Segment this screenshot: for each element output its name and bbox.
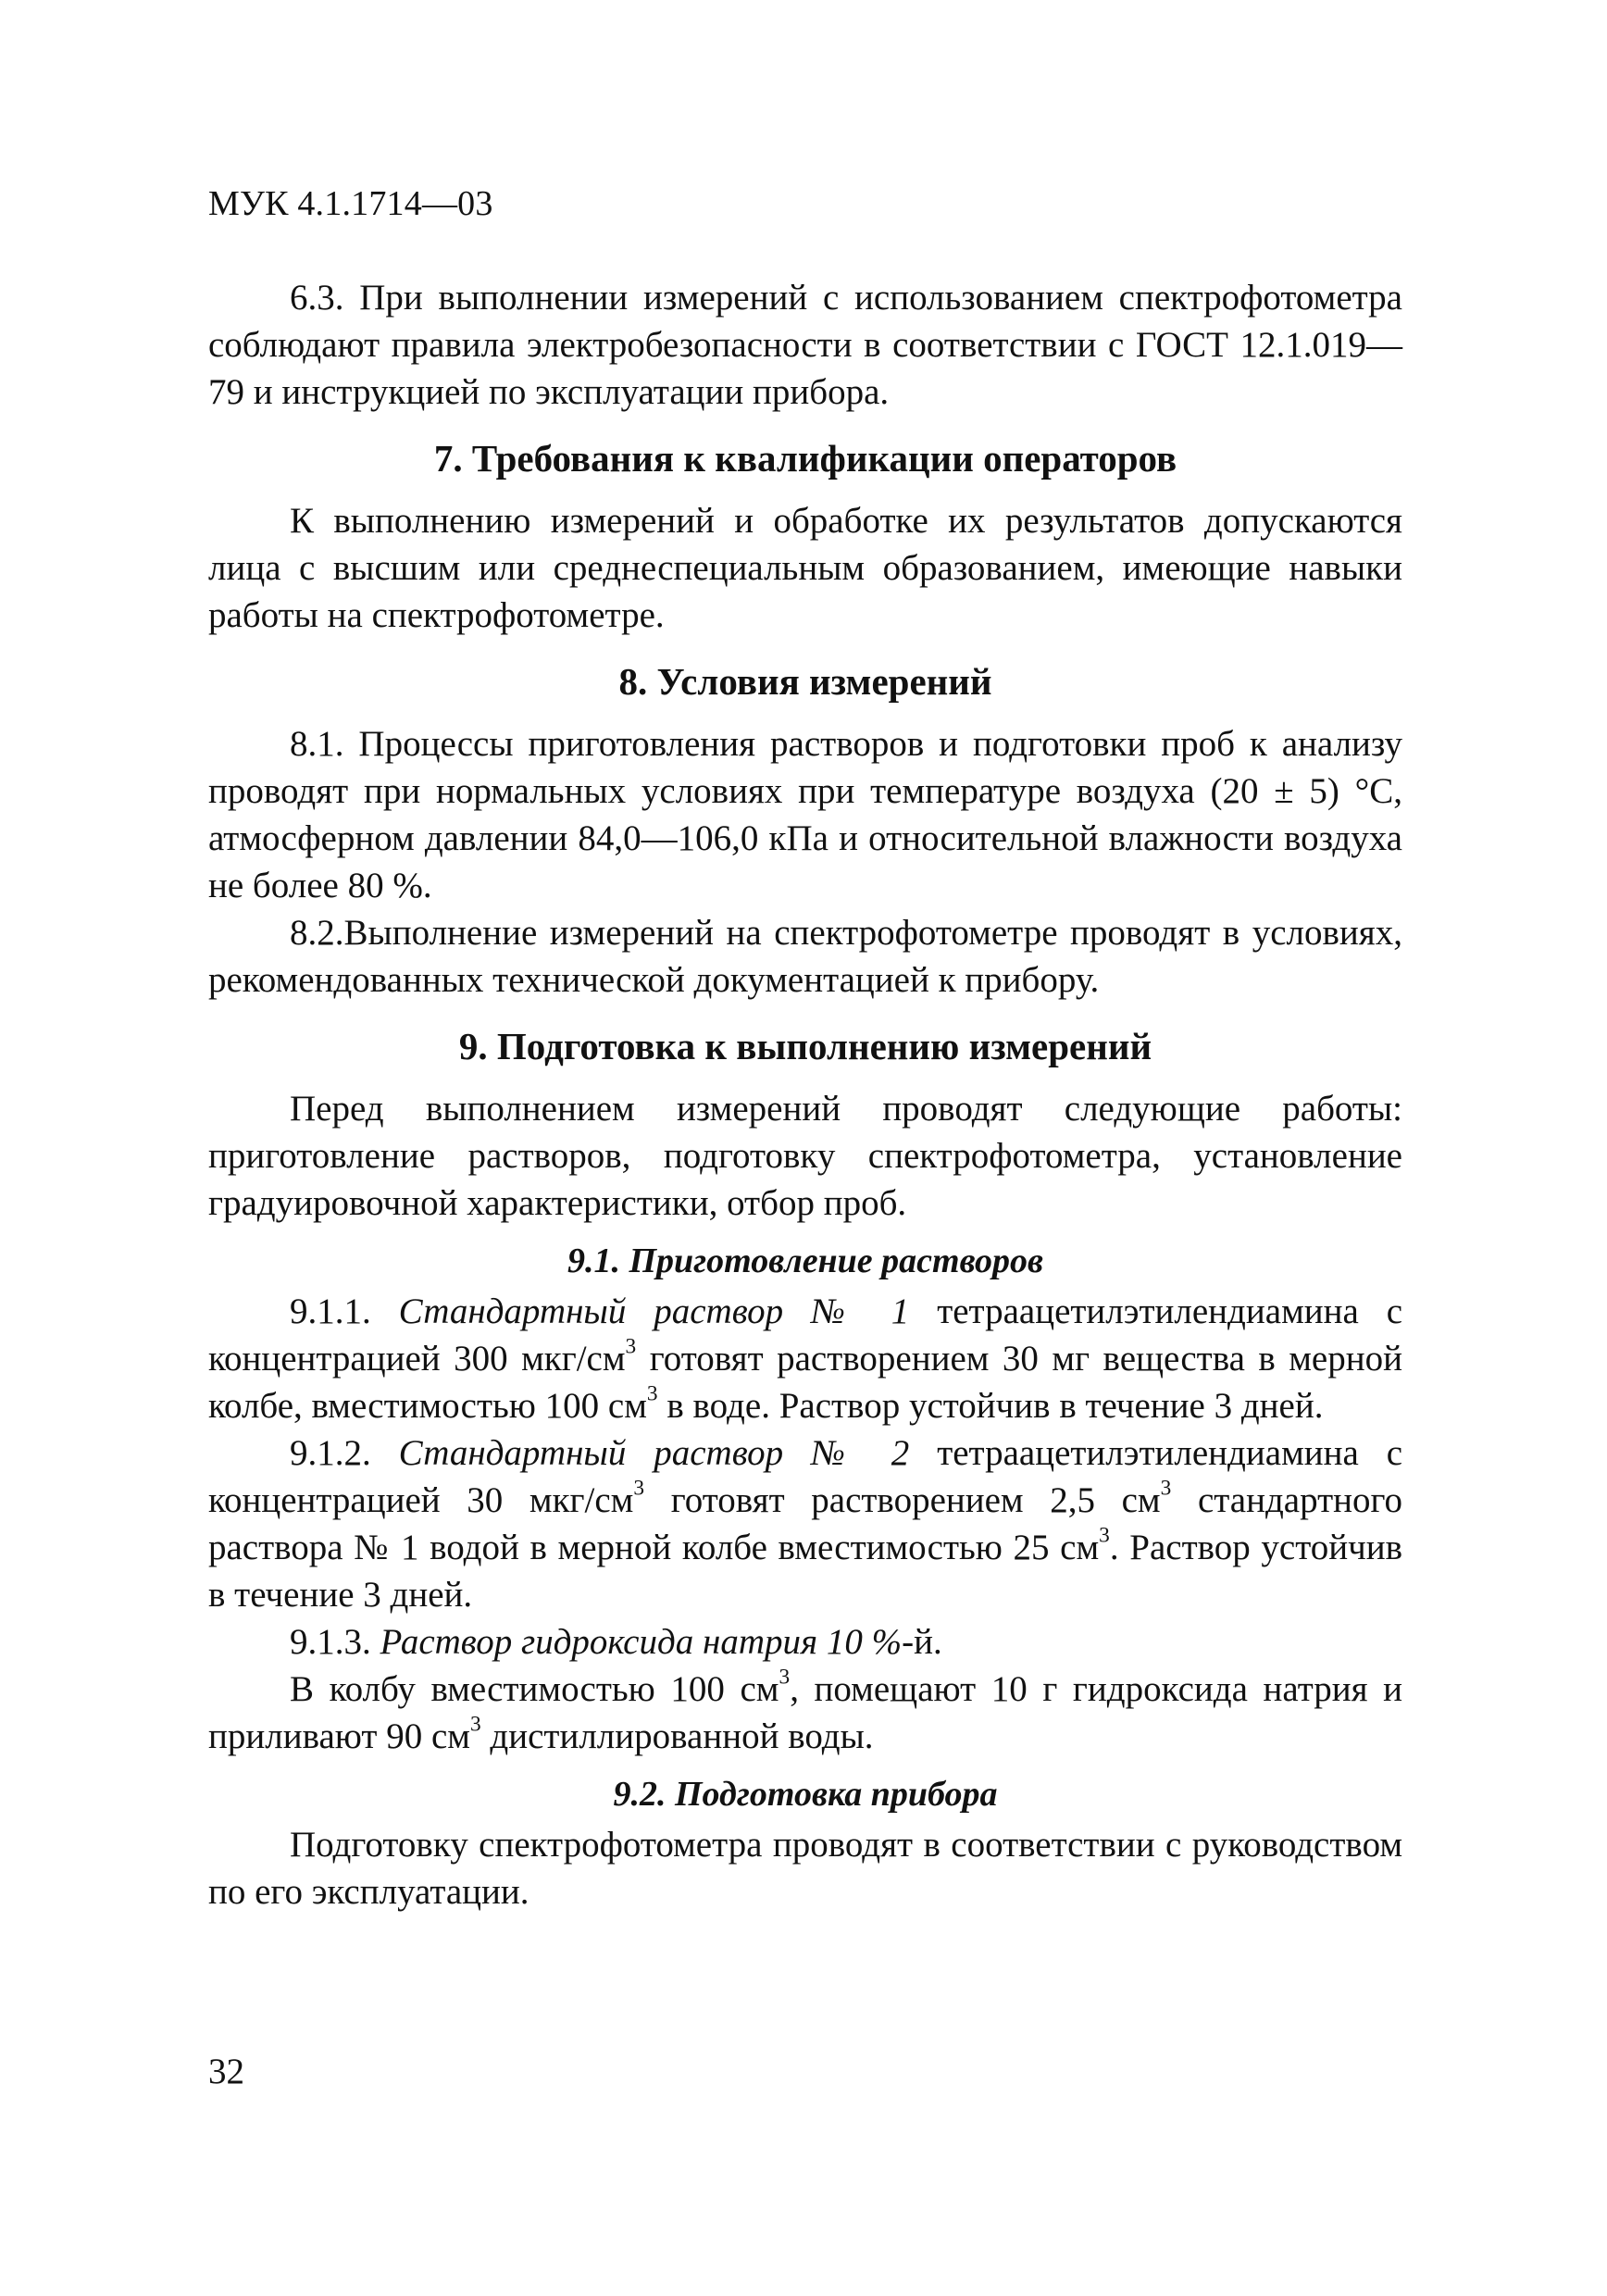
- section-9-heading: 9. Подготовка к выполнению измерений: [458, 1025, 1152, 1067]
- section-7-heading: 7. Требования к квалификации операторов: [433, 437, 1177, 480]
- subsection-9-2-text: Подготовку спектрофотометра проводят в соответствии с руководством по его эксплуатации.: [208, 1825, 1402, 1912]
- superscript: 3: [469, 1712, 481, 1737]
- section-8-heading: 8. Условия измерений: [618, 660, 992, 703]
- paragraph-9-1-2-italic: Стандартный раствор № 2: [398, 1433, 910, 1473]
- paragraph-9-1-2-number: 9.1.2.: [290, 1433, 371, 1473]
- paragraph-8-2: 8.2.Выполнение измерений на спектрофотометре проводят в условиях, рекомендованных технической документацией к прибору.: [208, 913, 1402, 1000]
- paragraph-9-1-3: [208, 1618, 1402, 1666]
- paragraph-8-1: 8.1. Процессы приготовления растворов и подготовки проб к анализу проводят при нормальных условиях при температуре воздуха (20 ± 5) °С, атмосферном давлении 84,0—106,0 кПа и относительной влажности воздуха не более 80 %.: [208, 724, 1402, 905]
- superscript: 3: [646, 1381, 658, 1406]
- superscript: 3: [1160, 1476, 1172, 1501]
- paragraph-9-1-2: [208, 1429, 1402, 1618]
- paragraph-9-1-1-text-1: тетраацетилэтилендиамина с концентрацией 300 мкг/см: [208, 1292, 1403, 1379]
- paragraph-9-1-3-body-text-3: дистиллированной воды.: [490, 1716, 874, 1756]
- paragraph-9-1-1-italic: Стандартный раствор № 1: [398, 1292, 910, 1331]
- paragraph-9-1-1-number: 9.1.1.: [290, 1292, 371, 1331]
- document-body: [208, 274, 1402, 1915]
- paragraph-9-1-2-text-3: стандартного раствора № 1 водой в мерной колбе вместимостью 25 см: [208, 1480, 1403, 1567]
- subsection-9-2-heading: 9.2. Подготовка прибора: [613, 1775, 998, 1814]
- page-number: 32: [208, 2052, 244, 2091]
- paragraph-9-1-2-text-1: тетраацетилэтилендиамина с концентрацией 30 мкг/см: [208, 1433, 1403, 1520]
- paragraph-9-1-3-body: [208, 1666, 1402, 1760]
- section-9-intro: Перед выполнением измерений проводят следующие работы: приготовление растворов, подготовку спектрофотометра, установление градуировочной характеристики, отбор проб.: [208, 1089, 1402, 1223]
- superscript: 3: [633, 1476, 645, 1501]
- paragraph-9-1-1-text-3: в воде. Раствор устойчив в течение 3 дней.: [666, 1386, 1324, 1426]
- superscript: 3: [779, 1665, 791, 1690]
- section-7-text: К выполнению измерений и обработке их результатов допускаются лица с высшим или среднеспециальным образованием, имеющие навыки работы на спектрофотометре.: [208, 501, 1402, 635]
- document-code-header: МУК 4.1.1714—03: [208, 184, 493, 223]
- paragraph-9-1-2-text-2: готовят растворением 2,5 см: [670, 1480, 1161, 1520]
- superscript: 3: [625, 1334, 637, 1359]
- paragraph-6-3: 6.3. При выполнении измерений с использованием спектрофотометра соблюдают правила электробезопасности в соответствии с ГОСТ 12.1.019—79 и инструкцией по эксплуатации прибора.: [208, 278, 1402, 412]
- paragraph-9-1-3-italic: Раствор гидроксида натрия 10 %: [380, 1622, 903, 1662]
- paragraph-9-1-1-text-2: готовят растворением 30 мг вещества в мерной колбе, вместимостью 100 см: [208, 1339, 1402, 1426]
- paragraph-9-1-1: [208, 1288, 1402, 1429]
- paragraph-9-1-3-body-text-1: В колбу вместимостью 100 см: [290, 1669, 779, 1709]
- superscript: 3: [1099, 1523, 1110, 1548]
- subsection-9-1-heading: 9.1. Приготовление растворов: [567, 1242, 1044, 1280]
- paragraph-9-1-3-number: 9.1.3.: [290, 1622, 371, 1662]
- paragraph-9-1-3-tail: -й.: [902, 1622, 942, 1662]
- paragraph-9-1-2-text-4: . Раствор устойчив в течение 3 дней.: [208, 1528, 1402, 1615]
- paragraph-9-1-3-body-text-2: , помещают 10 г гидроксида натрия и приливают 90 см: [208, 1669, 1403, 1756]
